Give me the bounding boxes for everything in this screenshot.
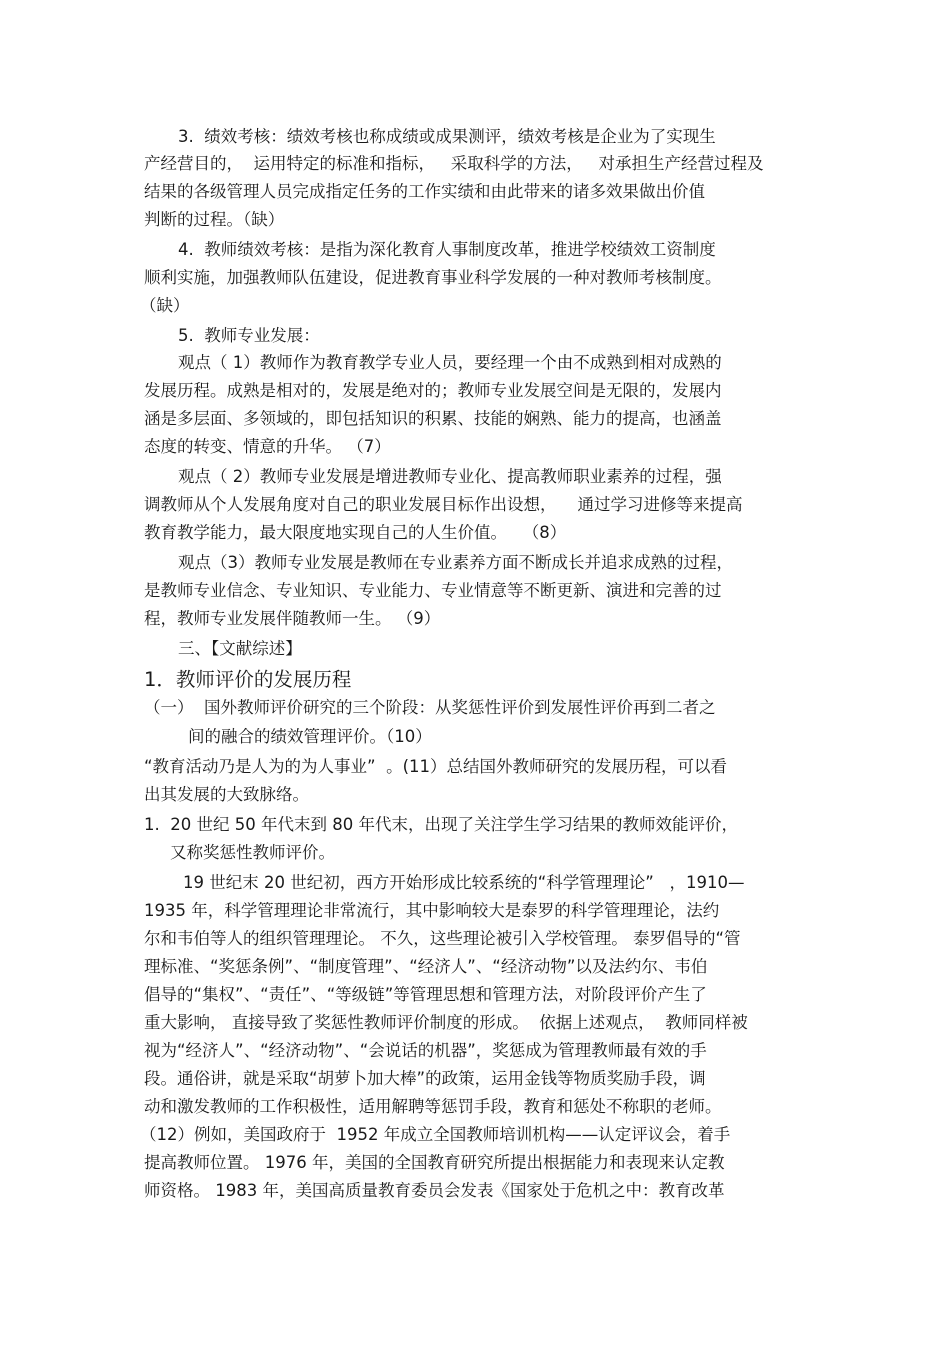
text-line: 间的融合的绩效管理评价。（10）: [188, 727, 432, 746]
subsection-heading: 1．教师评价的发展历程: [144, 668, 352, 691]
text-line: 尔和韦伯等人的组织管理理论。 不久，这些理论被引入学校管理。 泰罗倡导的“管: [144, 929, 741, 948]
text-line: 动和激发教师的工作积极性，适用解聘等惩罚手段，教育和惩处不称职的老师。: [144, 1097, 722, 1116]
text-line: （缺）: [140, 296, 190, 315]
text-line: 态度的转变、情意的升华。 （7）: [144, 437, 391, 456]
text-line: 教育教学能力，最大限度地实现自己的人生价值。 （8）: [144, 523, 567, 542]
text-line: 提高教师位置。 1976 年，美国的全国教育研究所提出根据能力和表现来认定教: [144, 1153, 725, 1172]
text-line: 观点（ 2）教师专业发展是增进教师专业化、提高教师职业素养的过程，强: [178, 467, 722, 486]
text-line: 4. 教师绩效考核：是指为深化教育人事制度改革，推进学校绩效工资制度: [178, 240, 716, 259]
text-line: 产经营目的， 运用特定的标准和指标， 采取科学的方法， 对承担生产经营过程及: [144, 154, 764, 173]
text-line: 发展历程。成熟是相对的，发展是绝对的；教师专业发展空间是无限的，发展内: [144, 381, 722, 400]
text-line: 出其发展的大致脉络。: [144, 785, 309, 804]
text-line: 涵是多层面、多领域的，即包括知识的积累、技能的娴熟、能力的提高，也涵盖: [144, 409, 722, 428]
text-line: 1. 20 世纪 50 年代末到 80 年代末，出现了关注学生学习结果的教师效能评价，: [144, 815, 738, 834]
text-line: 理标准、“奖惩条例”、“制度管理”、“经济人”、“经济动物”以及法约尔、韦伯: [144, 957, 708, 976]
section-heading: 三、【文献综述】: [178, 639, 302, 658]
text-line: 顺利实施，加强教师队伍建设，促进教育事业科学发展的一种对教师考核制度。: [144, 268, 722, 287]
text-line: （一） 国外教师评价研究的三个阶段：从奖惩性评价到发展性评价再到二者之: [144, 698, 716, 717]
text-line: 3. 绩效考核：绩效考核也称成绩或成果测评，绩效考核是企业为了实现生: [178, 127, 716, 146]
text-line: 5. 教师专业发展：: [178, 326, 320, 345]
text-line: 段。通俗讲，就是采取“胡萝卜加大棒”的政策，运用金钱等物质奖励手段，调: [144, 1069, 706, 1088]
text-line: “教育活动乃是人为的为人事业” 。(11）总结国外教师研究的发展历程，可以看: [144, 757, 728, 776]
text-line: 观点（ 1）教师作为教育教学专业人员，要经理一个由不成熟到相对成熟的: [178, 353, 722, 372]
text-line: 19 世纪末 20 世纪初，西方开始形成比较系统的“科学管理理论” ，1910—: [183, 873, 745, 892]
text-line: 1935 年，科学管理理论非常流行，其中影响较大是泰罗的科学管理理论，法约: [144, 901, 720, 920]
text-line: 重大影响， 直接导致了奖惩性教师评价制度的形成。 依据上述观点， 教师同样被: [144, 1013, 748, 1032]
text-line: 调教师从个人发展角度对自己的职业发展目标作出设想， 通过学习进修等来提高: [144, 495, 743, 514]
text-line: 结果的各级管理人员完成指定任务的工作实绩和由此带来的诸多效果做出价值: [144, 182, 705, 201]
text-line: 师资格。 1983 年，美国高质量教育委员会发表《国家处于危机之中：教育改革: [144, 1181, 725, 1200]
text-line: 程，教师专业发展伴随教师一生。 （9）: [144, 609, 441, 628]
text-line: 是教师专业信念、专业知识、专业能力、专业情意等不断更新、演进和完善的过: [144, 581, 722, 600]
text-line: （12）例如，美国政府于 1952 年成立全国教师培训机构——认定评议会，着手: [140, 1125, 731, 1144]
text-line: 视为“经济人”、“经济动物”、“会说话的机器”，奖惩成为管理教师最有效的手: [144, 1041, 707, 1060]
text-line: 观点（3）教师专业发展是教师在专业素养方面不断成长并追求成熟的过程，: [178, 553, 733, 572]
text-line: 判断的过程。（缺）: [144, 210, 285, 229]
text-line: 倡导的“集权”、“责任”、“等级链”等管理思想和管理方法，对阶段评价产生了: [144, 985, 707, 1004]
text-line: 又称奖惩性教师评价。: [170, 843, 335, 862]
